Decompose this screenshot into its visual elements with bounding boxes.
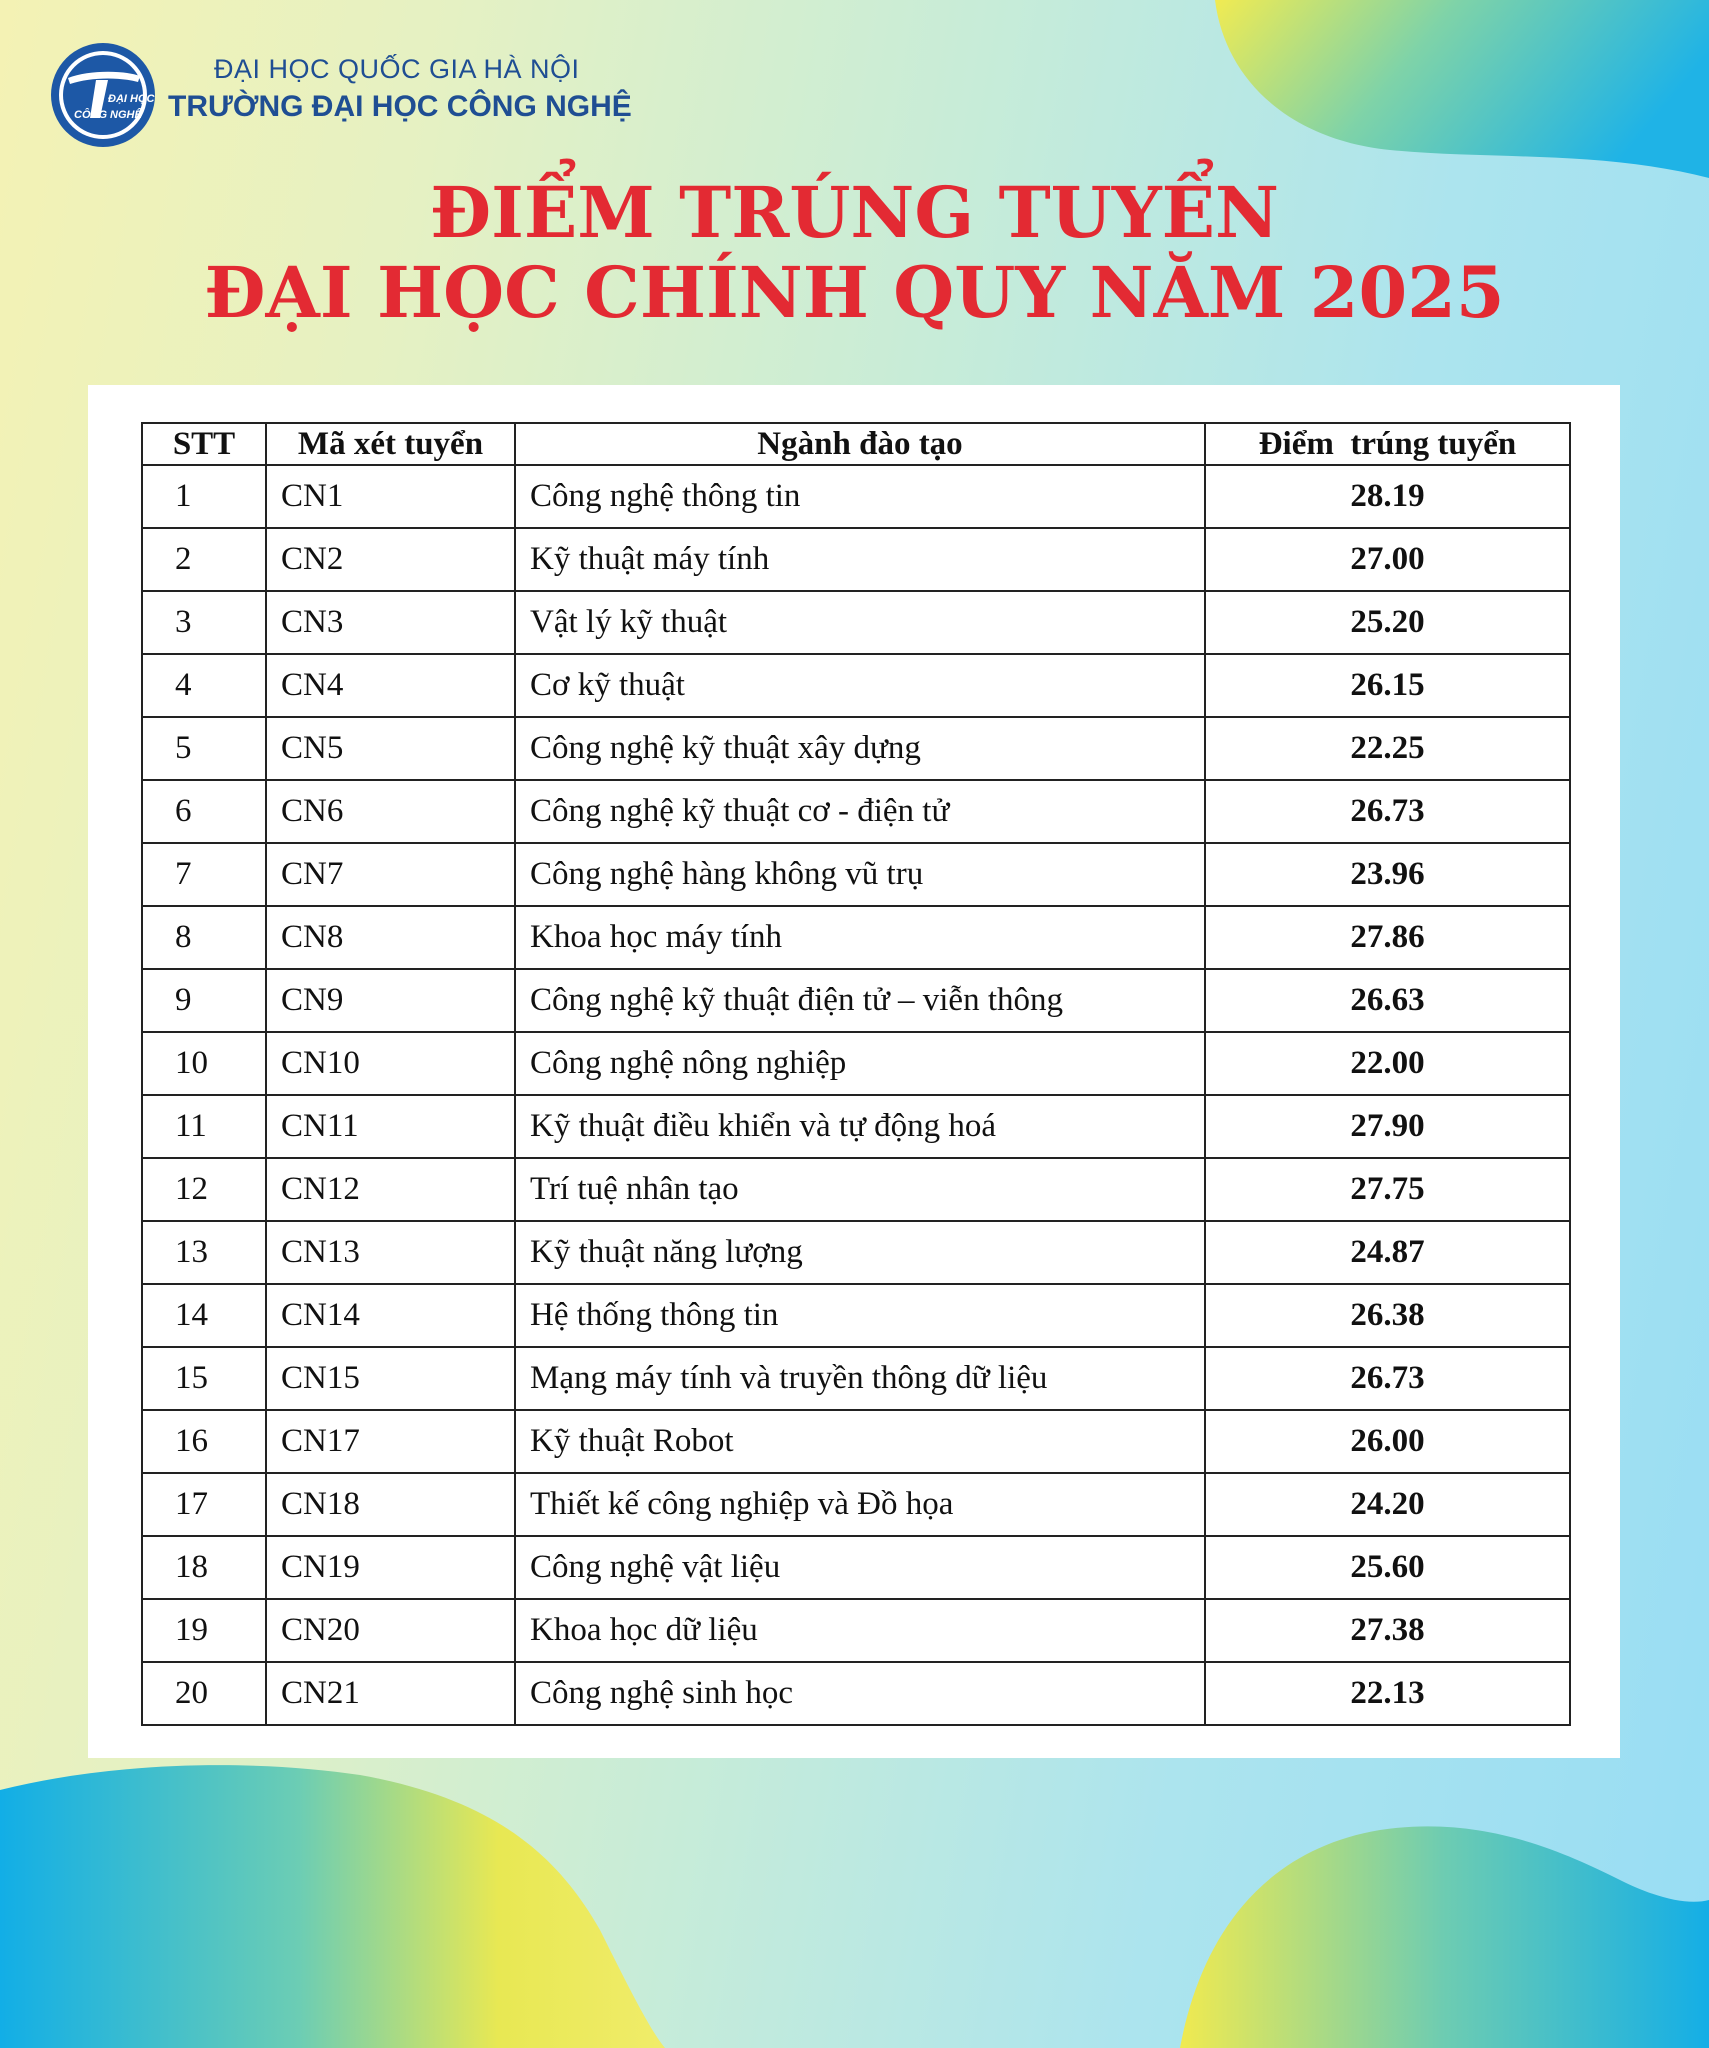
cell-stt: 11 — [142, 1095, 266, 1158]
cell-stt: 13 — [142, 1221, 266, 1284]
header-score: Điểm trúng tuyển — [1205, 423, 1570, 465]
school-logo — [48, 40, 158, 150]
cell-stt: 3 — [142, 591, 266, 654]
table-row — [142, 1158, 1570, 1221]
cell-score: 25.20 — [1205, 591, 1570, 654]
cell-score: 26.38 — [1205, 1284, 1570, 1347]
table-row — [142, 906, 1570, 969]
university-name: ĐẠI HỌC QUỐC GIA HÀ NỘI — [214, 54, 580, 84]
cell-score: 26.00 — [1205, 1410, 1570, 1473]
cell-stt: 7 — [142, 843, 266, 906]
cell-score: 27.75 — [1205, 1158, 1570, 1221]
table-header-row — [142, 423, 1570, 465]
cell-score: 27.90 — [1205, 1095, 1570, 1158]
table-row — [142, 1095, 1570, 1158]
cell-major: Kỹ thuật Robot — [515, 1410, 1205, 1473]
cell-major: Kỹ thuật năng lượng — [515, 1221, 1205, 1284]
cell-score: 22.13 — [1205, 1662, 1570, 1725]
table-row — [142, 1473, 1570, 1536]
cell-score: 28.19 — [1205, 465, 1570, 528]
header-major: Ngành đào tạo — [515, 423, 1205, 465]
cell-major: Công nghệ hàng không vũ trụ — [515, 843, 1205, 906]
cell-stt: 8 — [142, 906, 266, 969]
cell-score: 27.86 — [1205, 906, 1570, 969]
logo-text-2: CÔNG NGHỆ — [74, 109, 142, 121]
cell-major: Công nghệ thông tin — [515, 465, 1205, 528]
cell-major: Kỹ thuật điều khiển và tự động hoá — [515, 1095, 1205, 1158]
cell-score: 24.20 — [1205, 1473, 1570, 1536]
table-row — [142, 717, 1570, 780]
cell-code: CN2 — [266, 528, 515, 591]
cell-major: Khoa học dữ liệu — [515, 1599, 1205, 1662]
cell-code: CN14 — [266, 1284, 515, 1347]
cell-code: CN15 — [266, 1347, 515, 1410]
table-row — [142, 654, 1570, 717]
table-row — [142, 1410, 1570, 1473]
table-row — [142, 1662, 1570, 1725]
cell-stt: 14 — [142, 1284, 266, 1347]
table-row — [142, 969, 1570, 1032]
cell-code: CN7 — [266, 843, 515, 906]
cell-major: Công nghệ kỹ thuật xây dựng — [515, 717, 1205, 780]
cell-score: 22.25 — [1205, 717, 1570, 780]
cell-major: Thiết kế công nghiệp và Đồ họa — [515, 1473, 1205, 1536]
cell-stt: 18 — [142, 1536, 266, 1599]
cell-score: 22.00 — [1205, 1032, 1570, 1095]
top-right-blob — [1215, 0, 1709, 178]
cell-major: Cơ kỹ thuật — [515, 654, 1205, 717]
cell-score: 26.63 — [1205, 969, 1570, 1032]
table-row — [142, 843, 1570, 906]
cell-stt: 4 — [142, 654, 266, 717]
header-code: Mã xét tuyển — [266, 423, 515, 465]
cell-major: Công nghệ vật liệu — [515, 1536, 1205, 1599]
cell-major: Hệ thống thông tin — [515, 1284, 1205, 1347]
logo-text-1: ĐẠI HỌC — [108, 93, 155, 105]
cell-score: 23.96 — [1205, 843, 1570, 906]
table-row — [142, 1284, 1570, 1347]
cell-code: CN6 — [266, 780, 515, 843]
cell-stt: 12 — [142, 1158, 266, 1221]
cell-score: 27.00 — [1205, 528, 1570, 591]
table-row — [142, 780, 1570, 843]
cell-code: CN21 — [266, 1662, 515, 1725]
cell-major: Công nghệ kỹ thuật cơ - điện tử — [515, 780, 1205, 843]
bottom-right-blob — [1180, 1826, 1709, 2048]
cell-code: CN4 — [266, 654, 515, 717]
table-row — [142, 1536, 1570, 1599]
cell-major: Công nghệ nông nghiệp — [515, 1032, 1205, 1095]
cell-stt: 20 — [142, 1662, 266, 1725]
cell-code: CN5 — [266, 717, 515, 780]
cell-score: 25.60 — [1205, 1536, 1570, 1599]
cell-score: 26.73 — [1205, 1347, 1570, 1410]
cell-score: 26.15 — [1205, 654, 1570, 717]
cell-stt: 5 — [142, 717, 266, 780]
title-line-2: ĐẠI HỌC CHÍNH QUY NĂM 2025 — [204, 251, 1505, 334]
header-stt: STT — [142, 423, 266, 465]
title-line-1: ĐIỂM TRÚNG TUYỂN — [429, 171, 1280, 254]
cell-score: 26.73 — [1205, 780, 1570, 843]
table-row — [142, 1221, 1570, 1284]
table-row — [142, 528, 1570, 591]
cell-code: CN13 — [266, 1221, 515, 1284]
results-panel — [88, 385, 1620, 1758]
cell-code: CN18 — [266, 1473, 515, 1536]
cell-code: CN17 — [266, 1410, 515, 1473]
cell-stt: 6 — [142, 780, 266, 843]
cell-stt: 15 — [142, 1347, 266, 1410]
cell-score: 24.87 — [1205, 1221, 1570, 1284]
cell-score: 27.38 — [1205, 1599, 1570, 1662]
cell-stt: 17 — [142, 1473, 266, 1536]
cell-stt: 1 — [142, 465, 266, 528]
cell-major: Công nghệ kỹ thuật điện tử – viễn thông — [515, 969, 1205, 1032]
cell-code: CN12 — [266, 1158, 515, 1221]
admission-scores-table — [141, 422, 1571, 1726]
cell-major: Kỹ thuật máy tính — [515, 528, 1205, 591]
table-row — [142, 1347, 1570, 1410]
table-row — [142, 1599, 1570, 1662]
cell-code: CN3 — [266, 591, 515, 654]
cell-stt: 10 — [142, 1032, 266, 1095]
cell-code: CN19 — [266, 1536, 515, 1599]
cell-stt: 16 — [142, 1410, 266, 1473]
table-body — [142, 465, 1570, 1725]
cell-stt: 2 — [142, 528, 266, 591]
cell-code: CN9 — [266, 969, 515, 1032]
table-row — [142, 465, 1570, 528]
cell-code: CN8 — [266, 906, 515, 969]
cell-major: Khoa học máy tính — [515, 906, 1205, 969]
school-name: TRƯỜNG ĐẠI HỌC CÔNG NGHỆ — [168, 90, 632, 123]
table-row — [142, 591, 1570, 654]
cell-code: CN20 — [266, 1599, 515, 1662]
cell-major: Trí tuệ nhân tạo — [515, 1158, 1205, 1221]
cell-code: CN10 — [266, 1032, 515, 1095]
cell-code: CN11 — [266, 1095, 515, 1158]
table-row — [142, 1032, 1570, 1095]
cell-stt: 9 — [142, 969, 266, 1032]
cell-major: Công nghệ sinh học — [515, 1662, 1205, 1725]
cell-major: Mạng máy tính và truyền thông dữ liệu — [515, 1347, 1205, 1410]
cell-code: CN1 — [266, 465, 515, 528]
bottom-left-blob — [0, 1765, 665, 2048]
cell-stt: 19 — [142, 1599, 266, 1662]
cell-major: Vật lý kỹ thuật — [515, 591, 1205, 654]
